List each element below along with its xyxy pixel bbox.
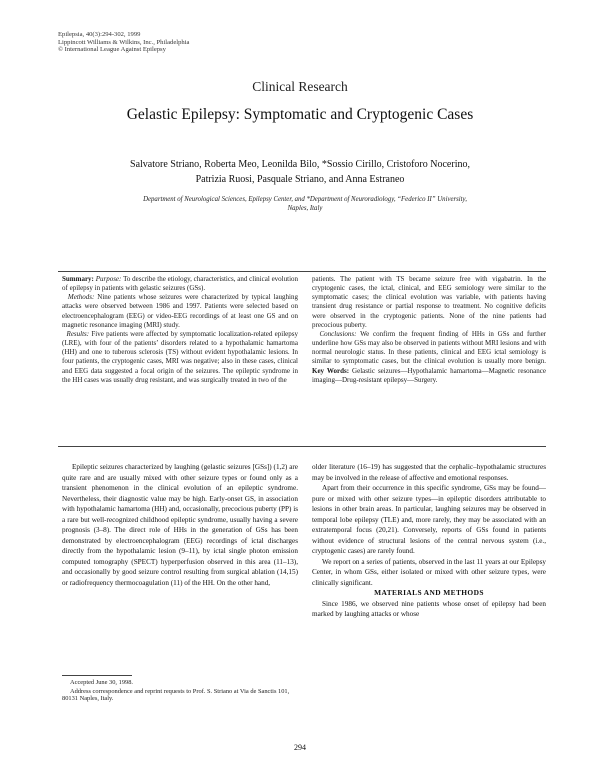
body-paragraph: older literature (16–19) has suggested that the cephalic–hypothalamic structures may be involved in the release of affective and emotional responses. <box>312 463 546 482</box>
body-paragraph: Apart from their occurrence in this specific syndrome, GSs may be found—pure or mixed with other seizure types—in epileptic disorders attributable to lesions in other brain areas. In particular, laughing seizures may be observed in temporal lobe epilepsy (TLE) and, more rarely, they may be associated with an extratemporal focus (20,21). Conversely, reports of GSs found in patients without evidence of structural lesions of the central nervous system (i.e., cryptogenic cases) are rarely found. <box>312 484 546 555</box>
journal-reference <box>58 31 318 54</box>
methods-label: Methods: <box>67 293 95 302</box>
page-number: 294 <box>294 743 306 752</box>
keywords-text: Gelastic seizures—Hypothalamic hamartoma—Magnetic resonance imaging—Drug-resistant epilepsy—Surgery. <box>312 366 546 384</box>
article-title: Gelastic Epilepsy: Symptomatic and Cryptogenic Cases <box>126 106 474 123</box>
abstract-right-column <box>312 275 546 385</box>
abstract-top-rule <box>58 271 546 272</box>
footnotes <box>62 679 298 704</box>
abstract-right-text: patients. The patient with TS became seizure free with vigabatrin. In the cryptogenic cases, the ictal, clinical, and EEG semiology were similar to the symptomatic cases; the clinical evolution was variable, with patients having transient drug resistance or partial response to treatment. No cognitive deficits were observed in the cryptogenic patients. None of the nine patients had precocious puberty. <box>312 275 546 329</box>
journal-citation: Epilepsia, 40(3):294-302, 1999 <box>58 31 141 38</box>
affiliation-line-1: Department of Neurological Sciences, Epilepsy Center, and *Department of Neuroradiology, “Federico II” University, <box>143 196 467 203</box>
body-paragraph: We report on a series of patients, observed in the last 11 years at our Epilepsy Center, in whom GSs, either isolated or mixed with other seizure types, were clinically significant. <box>312 557 546 587</box>
body-left-column <box>62 462 298 588</box>
author-line-2: Patrizia Ruosi, Pasquale Striano, and Anna Estraneo <box>195 174 405 185</box>
methods-text: Nine patients whose seizures were characterized by typical laughing attacks were observed between 1986 and 1997. Patients were selected based on electroencephalogram (EEG) or video-EEG recordings of at least one GS and on magnetic resonance imaging (MRI) study. <box>62 293 298 329</box>
body-right-column <box>312 462 546 620</box>
section-label: Clinical Research <box>252 79 348 94</box>
purpose-text: To describe the etiology, characteristics, and clinical evolution of epilepsy in patients with gelastic seizures (GSs). <box>62 275 299 293</box>
affiliation-line-2: Naples, Italy <box>287 205 323 212</box>
footnote-rule <box>62 675 132 676</box>
publisher-line: Lippincott Williams & Wilkins, Inc., Philadelphia <box>58 38 190 46</box>
body-paragraph: Epileptic seizures characterized by laughing (gelastic seizures [GSs]) (1,2) are quite rare and are usually mixed with other seizure types or found only as a transient phenomenon in the clinical evolution of an epileptic syndrome. Nevertheless, their diagnostic value may be high. Early-onset GS, in association with hypothalamic hamartoma (HH) and, occasionally, precocious puberty (PP) is a rare but well-recognized childhood epileptic syndrome, usually having a severe prognosis (3–8). The direct role of HHs in the generation of GSs has been demonstrated by electroencephalogram (EEG) recordings of ictal discharges directly from the hypothalamic lesion (9–11), by ictal single photon emission computed tomography (SPECT) hyperperfusion observed in this area (11–13), and occasionally by good seizure control resulting from surgical ablation (14,15) or radiofrequency thermocoagulation (11) of the HH. On the other hand, <box>62 463 298 587</box>
conclusions-label: Conclusions: <box>319 329 357 338</box>
conclusions-text: We confirm the frequent finding of HHs in GSs and further underline how GSs may also be observed in patients without MRI lesions and with normal neurologic status. In these patients, clinical and EEG ictal semiology is similar to symptomatic cases, but the clinical evolution is usually more benign. <box>312 329 547 366</box>
author-list <box>110 157 490 187</box>
correspondence-note: Address correspondence and reprint requests to Prof. S. Striano at Via de Sanctis 101, 80131 Naples, Italy. <box>62 687 290 703</box>
methods-heading: MATERIALS AND METHODS <box>374 588 484 597</box>
purpose-label: Purpose: <box>95 275 122 283</box>
abstract-left-column <box>62 275 298 385</box>
abstract-bottom-rule <box>58 446 546 447</box>
summary-label: Summary: <box>62 275 94 283</box>
body-paragraph: Since 1986, we observed nine patients whose onset of epilepsy had been marked by laughing attacks or whose <box>312 599 546 618</box>
results-text: Five patients were affected by symptomatic localization-related epilepsy (LRE), with four of the patients’ disorders related to a hypothalamic hamartoma (HH) and one to tuberous sclerosis (TS) without evident hypothalamic lesions. In four patients, the cryptogenic cases, MRI was negative; also in these cases, clinical and EEG data suggested a focal origin of the seizures. The epileptic syndrome in the HH cases was usually drug resistant, and was surgically treated in two of the <box>62 329 299 384</box>
affiliation <box>85 195 525 213</box>
copyright-line: © International League Against Epilepsy <box>58 46 166 54</box>
author-line-1: Salvatore Striano, Roberta Meo, Leonilda Bilo, *Sossio Cirillo, Cristoforo Nocerino, <box>130 159 470 170</box>
keywords-label: Key Words: <box>312 366 350 375</box>
accepted-date: Accepted June 30, 1998. <box>70 679 134 686</box>
results-label: Results: <box>66 329 90 338</box>
